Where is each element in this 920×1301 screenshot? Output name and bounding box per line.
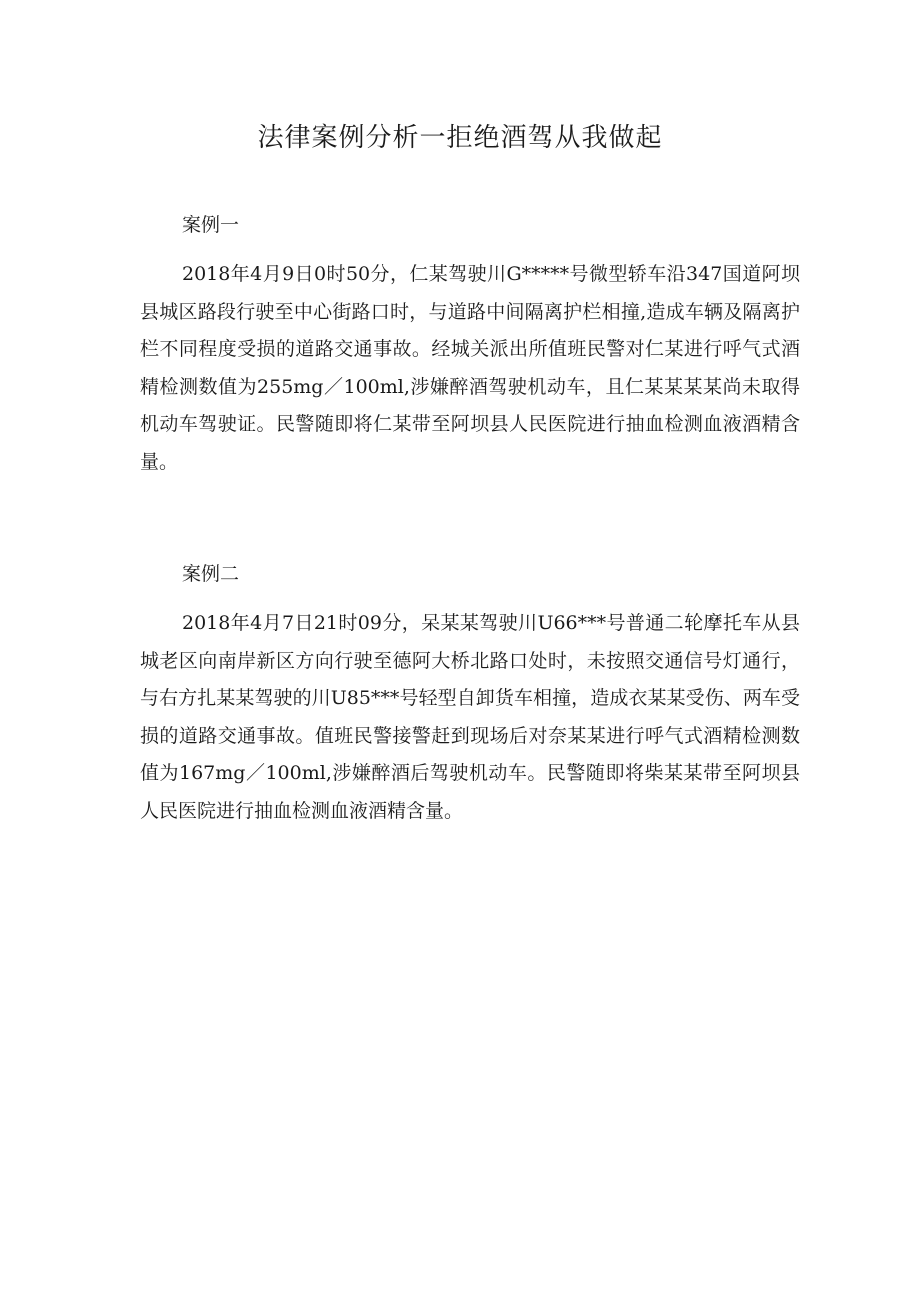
case-section-one bbox=[140, 207, 800, 481]
case-body-paragraph: 2018年4月7日21时09分，呆某某驾驶川U66***号普通二轮摩托车从县城老区向南岸新区方向行驶至德阿大桥北路口处时，未按照交通信号灯通行，与右方扎某某驾驶的川U85***号轻型自卸货车相撞，造成衣某某受伤、两车受损的道路交通事故。值班民警接警赶到现场后对奈某某进行呼气式酒精检测数值为167mg／100ml,涉嫌醉酒后驾驶机动车。民警随即将柴某某带至阿坝县人民医院进行抽血检测血液酒精含量。 bbox=[140, 612, 800, 822]
document-title: 法律案例分析一拒绝酒驾从我做起 bbox=[257, 123, 663, 153]
case-body-paragraph: 2018年4月9日0时50分，仁某驾驶川G*****号微型轿车沿347国道阿坝县城区路段行驶至中心街路口时，与道路中间隔离护栏相撞,造成车辆及隔离护栏不同程度受损的道路交通事故。经城关派出所值班民警对仁某进行呼气式酒精检测数值为255mg／100ml,涉嫌醉酒驾驶机动车，且仁某某某某尚未取得机动车驾驶证。民警随即将仁某带至阿坝县人民医院进行抽血检测血液酒精含量。 bbox=[140, 263, 800, 473]
case-section-two bbox=[140, 556, 800, 830]
case-heading: 案例二 bbox=[182, 563, 240, 585]
case-heading: 案例一 bbox=[182, 214, 240, 236]
